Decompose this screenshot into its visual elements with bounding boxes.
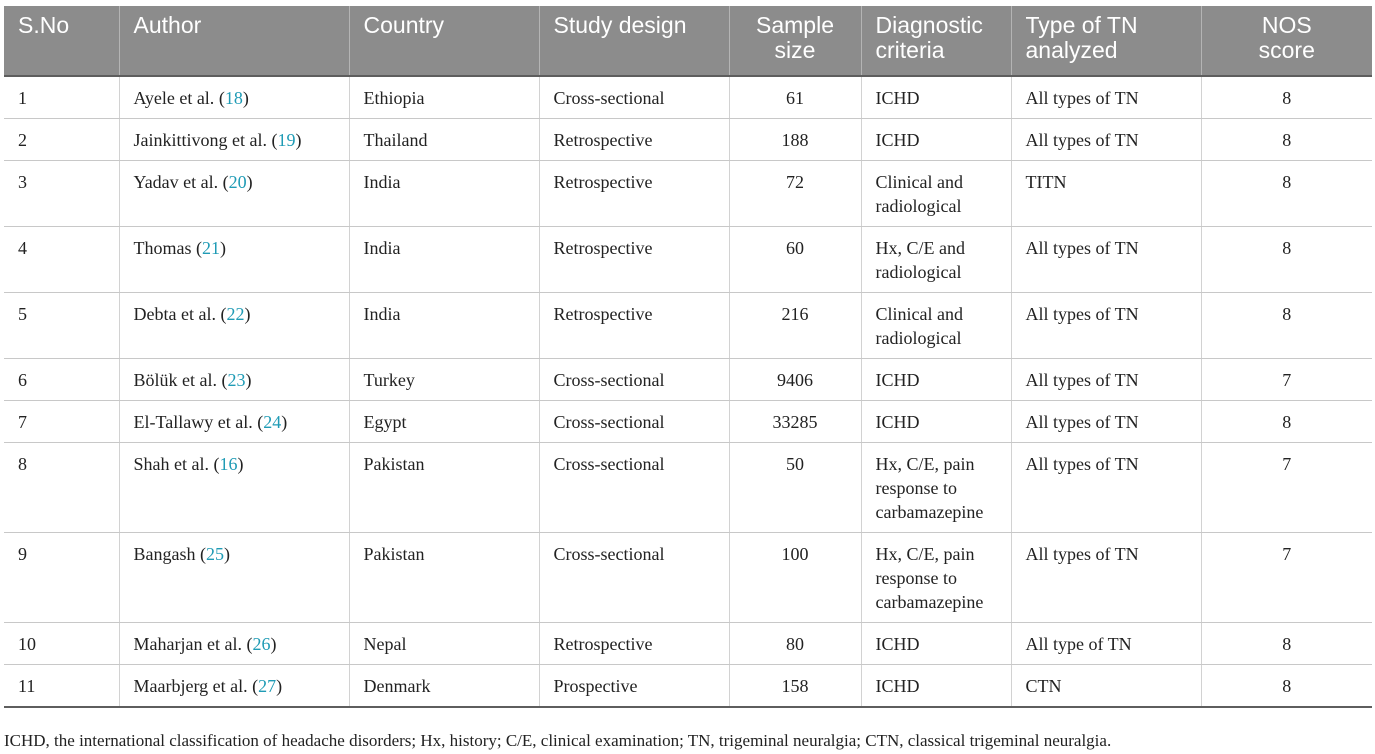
- cell-country: [349, 623, 539, 665]
- sno-value: 8: [18, 454, 27, 474]
- reference-link[interactable]: 21: [202, 238, 220, 258]
- header-row: [4, 6, 1372, 76]
- cell-sno: [4, 533, 119, 623]
- criteria-line: ICHD: [875, 370, 920, 390]
- cell-author: Ayele et al. (18): [119, 76, 349, 119]
- cell-nos-score: [1201, 161, 1372, 227]
- criteria-line: Hx, C/E, pain: [875, 454, 975, 474]
- type-of-tn-value: All types of TN: [1025, 304, 1139, 324]
- sample-size-value: 50: [786, 454, 804, 474]
- cell-type-of-tn: [1011, 443, 1201, 533]
- cell-type-of-tn: [1011, 533, 1201, 623]
- criteria-line: response to: [875, 568, 957, 588]
- criteria-line: carbamazepine: [875, 502, 984, 522]
- criteria-line: radiological: [875, 196, 962, 216]
- study-design-value: Cross-sectional: [553, 544, 665, 564]
- sample-size-value: 100: [781, 544, 809, 564]
- cell-diagnostic-criteria: [861, 227, 1011, 293]
- cell-country: [349, 293, 539, 359]
- header-nos-score: [1201, 6, 1372, 76]
- cell-sample-size: [729, 119, 861, 161]
- table-row: [4, 76, 1372, 119]
- study-design-value: Cross-sectional: [553, 370, 665, 390]
- cell-sno: [4, 227, 119, 293]
- cell-nos-score: [1201, 359, 1372, 401]
- header-sample-line-1: Sample: [756, 12, 834, 38]
- sample-size-value: 60: [786, 238, 804, 258]
- sno-value: 5: [18, 304, 27, 324]
- type-of-tn-value: All type of TN: [1025, 634, 1132, 654]
- cell-nos-score: [1201, 623, 1372, 665]
- cell-type-of-tn: [1011, 665, 1201, 708]
- cell-sample-size: [729, 533, 861, 623]
- sno-value: 3: [18, 172, 27, 192]
- country-value: India: [363, 172, 401, 192]
- sno-value: 2: [18, 130, 27, 150]
- criteria-line: Clinical and: [875, 172, 963, 192]
- header-country: Country: [349, 6, 539, 76]
- nos-score-value: 8: [1282, 412, 1292, 432]
- sno-value: 6: [18, 370, 27, 390]
- table-body: [4, 76, 1372, 707]
- cell-study-design: [539, 161, 729, 227]
- criteria-line: ICHD: [875, 676, 920, 696]
- author-name: Shah et al.: [133, 454, 209, 474]
- cell-sample-size: [729, 665, 861, 708]
- cell-type-of-tn: [1011, 119, 1201, 161]
- author-name: Thomas: [133, 238, 192, 258]
- table-header: [4, 6, 1372, 76]
- criteria-line: radiological: [875, 262, 962, 282]
- nos-score-value: 8: [1282, 130, 1292, 150]
- cell-study-design: [539, 119, 729, 161]
- country-value: Ethiopia: [363, 88, 425, 108]
- author-name: Debta et al.: [133, 304, 216, 324]
- country-value: India: [363, 238, 401, 258]
- cell-sno: [4, 161, 119, 227]
- cell-sample-size: [729, 623, 861, 665]
- cell-country: [349, 227, 539, 293]
- sno-value: 7: [18, 412, 27, 432]
- reference-link[interactable]: 27: [258, 676, 277, 696]
- author-name: Yadav et al.: [133, 172, 219, 192]
- cell-sno: [4, 293, 119, 359]
- country-value: Egypt: [363, 412, 407, 432]
- header-nos-line-1: NOS: [1261, 12, 1312, 38]
- sno-value: 4: [18, 238, 27, 258]
- cell-country: [349, 161, 539, 227]
- author-name: Jainkittivong et al.: [133, 130, 267, 150]
- cell-study-design: [539, 401, 729, 443]
- sample-size-value: 33285: [772, 412, 818, 432]
- cell-study-design: [539, 533, 729, 623]
- cell-type-of-tn: [1011, 76, 1201, 119]
- cell-sample-size: [729, 401, 861, 443]
- cell-sno: [4, 443, 119, 533]
- table-row: [4, 443, 1372, 533]
- sno-value: 9: [18, 544, 27, 564]
- cell-nos-score: [1201, 119, 1372, 161]
- cell-nos-score: [1201, 293, 1372, 359]
- cell-author: El-Tallawy et al. (24): [119, 401, 349, 443]
- type-of-tn-value: All types of TN: [1025, 412, 1139, 432]
- cell-sample-size: [729, 359, 861, 401]
- table-row: [4, 161, 1372, 227]
- table-row: [4, 293, 1372, 359]
- cell-diagnostic-criteria: [861, 533, 1011, 623]
- cell-type-of-tn: [1011, 161, 1201, 227]
- study-design-value: Retrospective: [553, 130, 653, 150]
- study-design-value: Prospective: [553, 676, 638, 696]
- criteria-line: ICHD: [875, 634, 920, 654]
- country-value: Denmark: [363, 676, 431, 696]
- study-design-value: Cross-sectional: [553, 88, 665, 108]
- type-of-tn-value: All types of TN: [1025, 544, 1139, 564]
- cell-diagnostic-criteria: [861, 623, 1011, 665]
- study-design-value: Retrospective: [553, 304, 653, 324]
- cell-diagnostic-criteria: [861, 665, 1011, 708]
- cell-country: [349, 665, 539, 708]
- sample-size-value: 188: [781, 130, 809, 150]
- country-value: India: [363, 304, 401, 324]
- cell-diagnostic-criteria: [861, 443, 1011, 533]
- reference-link[interactable]: 23: [227, 370, 246, 390]
- header-criteria-line-2: criteria: [875, 37, 945, 63]
- criteria-line: ICHD: [875, 412, 920, 432]
- cell-country: [349, 533, 539, 623]
- sno-value: 10: [18, 634, 36, 654]
- table-row: [4, 359, 1372, 401]
- cell-nos-score: [1201, 401, 1372, 443]
- study-design-value: Retrospective: [553, 634, 653, 654]
- table-row: [4, 401, 1372, 443]
- header-sample-line-2: size: [774, 37, 816, 63]
- type-of-tn-value: All types of TN: [1025, 88, 1139, 108]
- cell-study-design: [539, 227, 729, 293]
- cell-sample-size: [729, 227, 861, 293]
- type-of-tn-value: All types of TN: [1025, 454, 1139, 474]
- cell-type-of-tn: [1011, 359, 1201, 401]
- type-of-tn-value: TITN: [1025, 172, 1067, 192]
- reference-link[interactable]: 20: [228, 172, 247, 192]
- criteria-line: carbamazepine: [875, 592, 984, 612]
- cell-author: Bangash (25): [119, 533, 349, 623]
- cell-study-design: [539, 293, 729, 359]
- nos-score-value: 7: [1282, 544, 1292, 564]
- cell-nos-score: [1201, 227, 1372, 293]
- cell-sample-size: [729, 161, 861, 227]
- header-sample-size: [729, 6, 861, 76]
- criteria-line: ICHD: [875, 130, 920, 150]
- author-name: Maharjan et al.: [133, 634, 242, 654]
- cell-study-design: [539, 443, 729, 533]
- criteria-line: response to: [875, 478, 957, 498]
- sample-size-value: 158: [781, 676, 809, 696]
- cell-author: Yadav et al. (20): [119, 161, 349, 227]
- reference-link[interactable]: 26: [252, 634, 271, 654]
- reference-link[interactable]: 19: [277, 130, 296, 150]
- cell-study-design: [539, 359, 729, 401]
- cell-diagnostic-criteria: [861, 401, 1011, 443]
- cell-country: [349, 443, 539, 533]
- cell-diagnostic-criteria: [861, 359, 1011, 401]
- study-design-value: Cross-sectional: [553, 412, 665, 432]
- type-of-tn-value: All types of TN: [1025, 370, 1139, 390]
- sample-size-value: 61: [786, 88, 804, 108]
- nos-score-value: 8: [1282, 172, 1292, 192]
- country-value: Turkey: [363, 370, 415, 390]
- header-type-line-2: analyzed: [1025, 37, 1118, 63]
- cell-nos-score: [1201, 443, 1372, 533]
- header-author: Author: [119, 6, 349, 76]
- sample-size-value: 72: [786, 172, 804, 192]
- author-name: Ayele et al.: [133, 88, 215, 108]
- author-name: Bölük et al.: [133, 370, 217, 390]
- cell-sample-size: [729, 443, 861, 533]
- criteria-line: Hx, C/E, pain: [875, 544, 975, 564]
- country-value: Pakistan: [363, 544, 425, 564]
- author-name: El-Tallawy et al.: [133, 412, 253, 432]
- cell-sample-size: [729, 76, 861, 119]
- reference-link[interactable]: 25: [206, 544, 224, 564]
- cell-author: Maarbjerg et al. (27): [119, 665, 349, 708]
- cell-sno: [4, 359, 119, 401]
- cell-author: Bölük et al. (23): [119, 359, 349, 401]
- criteria-line: radiological: [875, 328, 962, 348]
- author-name: Bangash: [133, 544, 196, 564]
- header-diagnostic-criteria: [861, 6, 1011, 76]
- reference-link[interactable]: 16: [219, 454, 238, 474]
- cell-diagnostic-criteria: [861, 293, 1011, 359]
- header-criteria-line-1: Diagnostic: [875, 12, 983, 38]
- sno-value: 11: [18, 676, 36, 696]
- table-row: [4, 665, 1372, 708]
- nos-score-value: 7: [1282, 370, 1292, 390]
- criteria-line: ICHD: [875, 88, 920, 108]
- table-row: [4, 623, 1372, 665]
- cell-type-of-tn: [1011, 401, 1201, 443]
- cell-diagnostic-criteria: [861, 119, 1011, 161]
- cell-author: Shah et al. (16): [119, 443, 349, 533]
- cell-sno: [4, 401, 119, 443]
- sample-size-value: 9406: [777, 370, 813, 390]
- cell-sno: [4, 119, 119, 161]
- cell-sno: [4, 76, 119, 119]
- sno-value: 1: [18, 88, 27, 108]
- reference-link[interactable]: 22: [226, 304, 245, 324]
- study-design-value: Retrospective: [553, 172, 653, 192]
- studies-table: [4, 6, 1372, 708]
- table-row: [4, 119, 1372, 161]
- country-value: Nepal: [363, 634, 407, 654]
- nos-score-value: 7: [1282, 454, 1292, 474]
- cell-study-design: [539, 623, 729, 665]
- author-name: Maarbjerg et al.: [133, 676, 248, 696]
- cell-sample-size: [729, 293, 861, 359]
- cell-type-of-tn: [1011, 227, 1201, 293]
- type-of-tn-value: All types of TN: [1025, 130, 1139, 150]
- cell-study-design: [539, 665, 729, 708]
- nos-score-value: 8: [1282, 676, 1292, 696]
- cell-nos-score: [1201, 533, 1372, 623]
- cell-diagnostic-criteria: [861, 76, 1011, 119]
- criteria-line: Hx, C/E and: [875, 238, 965, 258]
- type-of-tn-value: CTN: [1025, 676, 1062, 696]
- header-type-line-1: Type of TN: [1025, 12, 1138, 38]
- country-value: Thailand: [363, 130, 428, 150]
- cell-study-design: [539, 76, 729, 119]
- study-design-value: Cross-sectional: [553, 454, 665, 474]
- cell-country: [349, 359, 539, 401]
- type-of-tn-value: All types of TN: [1025, 238, 1139, 258]
- country-value: Pakistan: [363, 454, 425, 474]
- reference-link[interactable]: 24: [263, 412, 282, 432]
- cell-country: [349, 401, 539, 443]
- header-nos-line-2: score: [1258, 37, 1315, 63]
- table-row: [4, 533, 1372, 623]
- header-study-design: Study design: [539, 6, 729, 76]
- cell-nos-score: [1201, 76, 1372, 119]
- criteria-line: Clinical and: [875, 304, 963, 324]
- sample-size-value: 216: [781, 304, 809, 324]
- cell-diagnostic-criteria: [861, 161, 1011, 227]
- nos-score-value: 8: [1282, 304, 1292, 324]
- sample-size-value: 80: [786, 634, 804, 654]
- cell-author: Jainkittivong et al. (19): [119, 119, 349, 161]
- cell-type-of-tn: [1011, 293, 1201, 359]
- cell-author: Maharjan et al. (26): [119, 623, 349, 665]
- nos-score-value: 8: [1282, 238, 1292, 258]
- cell-country: [349, 119, 539, 161]
- cell-type-of-tn: [1011, 623, 1201, 665]
- reference-link[interactable]: 18: [224, 88, 243, 108]
- cell-country: [349, 76, 539, 119]
- study-design-value: Retrospective: [553, 238, 653, 258]
- nos-score-value: 8: [1282, 88, 1292, 108]
- header-type-of-tn: [1011, 6, 1201, 76]
- header-sno: S.No: [4, 6, 119, 76]
- cell-author: Thomas (21): [119, 227, 349, 293]
- table-row: [4, 227, 1372, 293]
- cell-sno: [4, 623, 119, 665]
- nos-score-value: 8: [1282, 634, 1292, 654]
- table-footnote: ICHD, the international classification of headache disorders; Hx, history; C/E, clinical examination; TN, trigeminal neuralgia; CTN, classical trigeminal neuralgia.: [4, 731, 1112, 750]
- cell-nos-score: [1201, 665, 1372, 708]
- cell-author: Debta et al. (22): [119, 293, 349, 359]
- cell-sno: [4, 665, 119, 708]
